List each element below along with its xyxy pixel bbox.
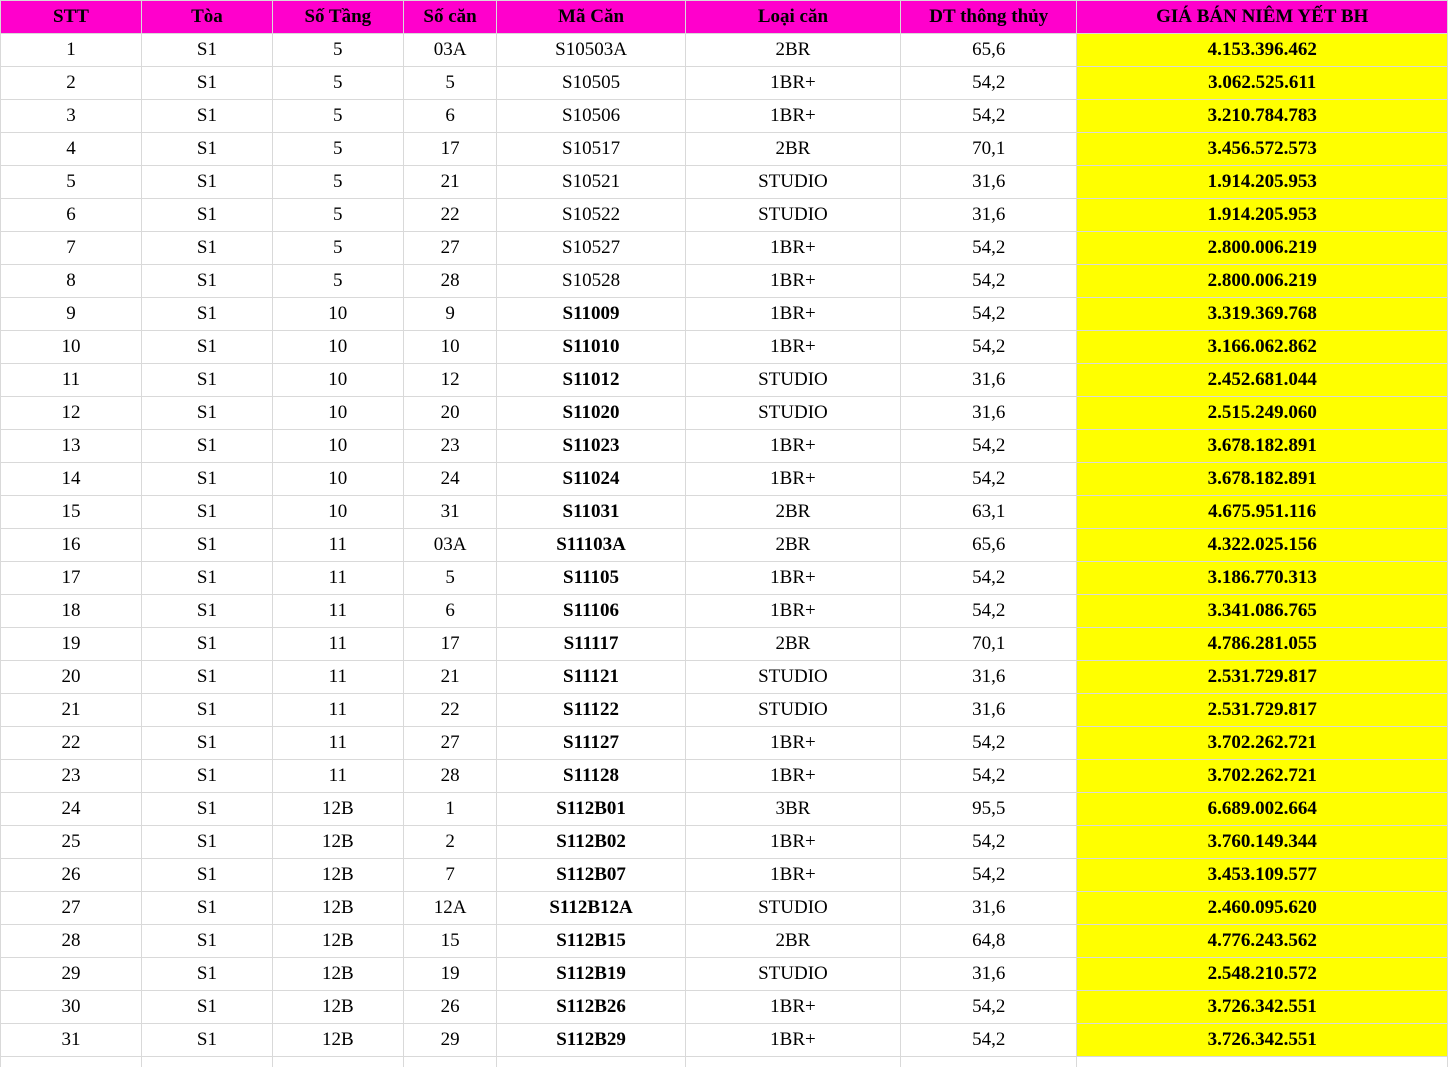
column-header-unit-number: Số căn [403,1,497,34]
cell-stt: 30 [1,991,142,1024]
cell-listed-price: 3.702.262.721 [1077,760,1448,793]
cell-unit-code: S10505 [497,67,685,100]
cell-unit-code: S11117 [497,628,685,661]
cell-unit-number: 27 [403,232,497,265]
cell-toa: S1 [141,661,272,694]
table-row [1,265,1448,298]
cell-listed-price: 4.322.025.156 [1077,529,1448,562]
cell-area: 54,2 [901,463,1077,496]
cell-unit-code: S11106 [497,595,685,628]
cell-stt: 9 [1,298,142,331]
cell-floor: 11 [272,694,403,727]
cell-stt: 16 [1,529,142,562]
cell-stt: 4 [1,133,142,166]
cell-stt: 24 [1,793,142,826]
cell-area: 63,1 [901,496,1077,529]
cell-toa: S1 [141,694,272,727]
cell-stt: 2 [1,67,142,100]
cell-floor: 10 [272,298,403,331]
cell-area: 31,6 [901,397,1077,430]
cell-toa: S1 [141,463,272,496]
cell-listed-price: 2.800.006.219 [1077,265,1448,298]
cell-unit-type: STUDIO [685,199,900,232]
cell-floor: 10 [272,397,403,430]
cell-toa: S1 [141,34,272,67]
cell-unit-type: 1BR+ [685,67,900,100]
cell-unit-type: STUDIO [685,364,900,397]
cell-unit-number: 28 [403,760,497,793]
cell-area: 54,2 [901,991,1077,1024]
column-header-unit-code: Mã Căn [497,1,685,34]
cell-toa: S1 [141,958,272,991]
table-row [1,232,1448,265]
column-header-floor: Số Tầng [272,1,403,34]
cell-unit-type: 1BR+ [685,298,900,331]
cell-unit-number: 22 [403,199,497,232]
cell-toa: S1 [141,232,272,265]
cell-unit-type: STUDIO [685,694,900,727]
cell-unit-type: 1BR+ [685,859,900,892]
cell-unit-number: 29 [403,1024,497,1057]
table-row [1,529,1448,562]
cell-listed-price: 2.452.681.044 [1077,364,1448,397]
table-row [1,100,1448,133]
cell-unit-number: 21 [403,661,497,694]
cell-unit-code: S10528 [497,265,685,298]
cell-unit-type: 1BR+ [685,595,900,628]
table-row-partial [1,1057,1448,1067]
cell-floor: 10 [272,364,403,397]
table-row [1,793,1448,826]
cell-empty [901,1057,1077,1067]
cell-area: 54,2 [901,232,1077,265]
cell-unit-type: 1BR+ [685,760,900,793]
table-row [1,331,1448,364]
table-row [1,67,1448,100]
cell-listed-price: 2.515.249.060 [1077,397,1448,430]
cell-unit-type: 2BR [685,496,900,529]
cell-unit-number: 6 [403,100,497,133]
table-row [1,496,1448,529]
table-row [1,1024,1448,1057]
cell-toa: S1 [141,793,272,826]
cell-unit-type: 1BR+ [685,727,900,760]
cell-unit-number: 27 [403,727,497,760]
table-row [1,133,1448,166]
cell-floor: 11 [272,595,403,628]
cell-stt: 18 [1,595,142,628]
cell-listed-price: 3.760.149.344 [1077,826,1448,859]
cell-stt: 27 [1,892,142,925]
table-row [1,694,1448,727]
cell-listed-price: 1.914.205.953 [1077,199,1448,232]
cell-toa: S1 [141,925,272,958]
cell-unit-type: 1BR+ [685,232,900,265]
column-header-toa: Tòa [141,1,272,34]
cell-unit-number: 12 [403,364,497,397]
column-header-listed-price: GIÁ BÁN NIÊM YẾT BH [1077,1,1448,34]
cell-stt: 15 [1,496,142,529]
cell-unit-type: 1BR+ [685,331,900,364]
cell-unit-code: S10517 [497,133,685,166]
cell-listed-price: 3.702.262.721 [1077,727,1448,760]
cell-floor: 5 [272,34,403,67]
cell-toa: S1 [141,364,272,397]
cell-unit-type: 1BR+ [685,463,900,496]
table-header-row [1,1,1448,34]
cell-empty [141,1057,272,1067]
cell-unit-type: 1BR+ [685,562,900,595]
cell-toa: S1 [141,595,272,628]
cell-unit-number: 03A [403,34,497,67]
cell-toa: S1 [141,628,272,661]
cell-unit-type: STUDIO [685,661,900,694]
cell-unit-number: 17 [403,628,497,661]
cell-stt: 1 [1,34,142,67]
cell-toa: S1 [141,430,272,463]
cell-unit-type: 2BR [685,628,900,661]
cell-unit-code: S11023 [497,430,685,463]
cell-empty [685,1057,900,1067]
cell-area: 54,2 [901,265,1077,298]
cell-stt: 7 [1,232,142,265]
cell-unit-number: 22 [403,694,497,727]
cell-unit-type: 3BR [685,793,900,826]
cell-area: 31,6 [901,958,1077,991]
cell-unit-code: S11128 [497,760,685,793]
cell-unit-number: 5 [403,562,497,595]
cell-unit-number: 31 [403,496,497,529]
cell-stt: 6 [1,199,142,232]
cell-floor: 12B [272,826,403,859]
cell-floor: 12B [272,991,403,1024]
cell-unit-code: S11024 [497,463,685,496]
cell-stt: 20 [1,661,142,694]
cell-unit-number: 9 [403,298,497,331]
cell-listed-price: 2.548.210.572 [1077,958,1448,991]
cell-floor: 12B [272,925,403,958]
cell-unit-code: S112B12A [497,892,685,925]
cell-listed-price: 3.341.086.765 [1077,595,1448,628]
cell-unit-type: 2BR [685,133,900,166]
cell-stt: 26 [1,859,142,892]
cell-unit-code: S10521 [497,166,685,199]
cell-unit-code: S112B15 [497,925,685,958]
cell-unit-type: STUDIO [685,958,900,991]
cell-unit-type: 1BR+ [685,430,900,463]
cell-unit-number: 19 [403,958,497,991]
cell-floor: 5 [272,67,403,100]
cell-area: 54,2 [901,760,1077,793]
cell-toa: S1 [141,859,272,892]
table-row [1,628,1448,661]
table-body [1,34,1448,1067]
table-row [1,859,1448,892]
cell-unit-code: S11103A [497,529,685,562]
cell-listed-price: 2.531.729.817 [1077,661,1448,694]
cell-listed-price: 3.319.369.768 [1077,298,1448,331]
cell-toa: S1 [141,265,272,298]
cell-listed-price: 4.675.951.116 [1077,496,1448,529]
cell-unit-code: S10522 [497,199,685,232]
cell-floor: 11 [272,562,403,595]
cell-floor: 11 [272,661,403,694]
cell-stt: 11 [1,364,142,397]
cell-stt: 10 [1,331,142,364]
cell-unit-number: 10 [403,331,497,364]
cell-area: 31,6 [901,199,1077,232]
cell-area: 54,2 [901,430,1077,463]
cell-unit-code: S11009 [497,298,685,331]
cell-area: 54,2 [901,67,1077,100]
cell-area: 65,6 [901,529,1077,562]
table-row [1,826,1448,859]
cell-unit-type: 1BR+ [685,1024,900,1057]
cell-unit-number: 7 [403,859,497,892]
cell-listed-price: 2.531.729.817 [1077,694,1448,727]
cell-floor: 12B [272,793,403,826]
cell-area: 31,6 [901,892,1077,925]
cell-area: 54,2 [901,826,1077,859]
cell-toa: S1 [141,397,272,430]
cell-unit-code: S11012 [497,364,685,397]
cell-unit-code: S112B02 [497,826,685,859]
cell-empty [1077,1057,1448,1067]
cell-floor: 5 [272,265,403,298]
cell-stt: 25 [1,826,142,859]
cell-listed-price: 3.062.525.611 [1077,67,1448,100]
cell-unit-type: STUDIO [685,397,900,430]
cell-floor: 5 [272,199,403,232]
cell-toa: S1 [141,199,272,232]
cell-unit-code: S11020 [497,397,685,430]
column-header-stt: STT [1,1,142,34]
cell-unit-type: STUDIO [685,892,900,925]
cell-toa: S1 [141,727,272,760]
cell-unit-type: 2BR [685,925,900,958]
table-row [1,958,1448,991]
cell-listed-price: 3.186.770.313 [1077,562,1448,595]
cell-toa: S1 [141,826,272,859]
cell-floor: 10 [272,463,403,496]
cell-listed-price: 4.153.396.462 [1077,34,1448,67]
cell-empty [272,1057,403,1067]
cell-unit-number: 20 [403,397,497,430]
cell-unit-code: S112B01 [497,793,685,826]
cell-area: 31,6 [901,364,1077,397]
cell-listed-price: 3.210.784.783 [1077,100,1448,133]
cell-empty [1,1057,142,1067]
cell-unit-number: 21 [403,166,497,199]
cell-area: 95,5 [901,793,1077,826]
cell-listed-price: 4.776.243.562 [1077,925,1448,958]
cell-toa: S1 [141,166,272,199]
cell-toa: S1 [141,331,272,364]
cell-stt: 12 [1,397,142,430]
cell-unit-type: 1BR+ [685,826,900,859]
cell-area: 54,2 [901,859,1077,892]
cell-listed-price: 2.800.006.219 [1077,232,1448,265]
cell-listed-price: 2.460.095.620 [1077,892,1448,925]
cell-floor: 5 [272,100,403,133]
cell-unit-code: S11010 [497,331,685,364]
cell-unit-code: S11127 [497,727,685,760]
cell-unit-number: 1 [403,793,497,826]
cell-unit-type: 1BR+ [685,991,900,1024]
cell-listed-price: 3.453.109.577 [1077,859,1448,892]
column-header-area: DT thông thủy [901,1,1077,34]
cell-unit-code: S11121 [497,661,685,694]
table-row [1,364,1448,397]
cell-unit-type: 1BR+ [685,100,900,133]
cell-toa: S1 [141,991,272,1024]
cell-unit-code: S10527 [497,232,685,265]
table-row [1,166,1448,199]
cell-unit-number: 5 [403,67,497,100]
table-row [1,760,1448,793]
cell-stt: 8 [1,265,142,298]
cell-stt: 29 [1,958,142,991]
cell-floor: 11 [272,529,403,562]
cell-unit-number: 03A [403,529,497,562]
cell-listed-price: 1.914.205.953 [1077,166,1448,199]
cell-toa: S1 [141,298,272,331]
cell-listed-price: 3.678.182.891 [1077,430,1448,463]
cell-floor: 12B [272,1024,403,1057]
cell-area: 70,1 [901,628,1077,661]
cell-floor: 5 [272,232,403,265]
cell-floor: 11 [272,727,403,760]
cell-area: 31,6 [901,694,1077,727]
cell-toa: S1 [141,760,272,793]
cell-stt: 22 [1,727,142,760]
cell-unit-code: S11122 [497,694,685,727]
table-row [1,991,1448,1024]
cell-unit-code: S112B26 [497,991,685,1024]
cell-listed-price: 4.786.281.055 [1077,628,1448,661]
cell-floor: 10 [272,430,403,463]
cell-toa: S1 [141,529,272,562]
cell-floor: 12B [272,958,403,991]
cell-unit-type: STUDIO [685,166,900,199]
cell-toa: S1 [141,562,272,595]
table-row [1,562,1448,595]
cell-area: 70,1 [901,133,1077,166]
cell-unit-number: 26 [403,991,497,1024]
cell-unit-code: S11031 [497,496,685,529]
cell-listed-price: 6.689.002.664 [1077,793,1448,826]
cell-toa: S1 [141,1024,272,1057]
cell-stt: 21 [1,694,142,727]
cell-unit-type: 2BR [685,529,900,562]
cell-empty [497,1057,685,1067]
cell-area: 65,6 [901,34,1077,67]
cell-floor: 5 [272,133,403,166]
cell-floor: 10 [272,496,403,529]
cell-floor: 12B [272,892,403,925]
cell-unit-code: S112B19 [497,958,685,991]
column-header-unit-type: Loại căn [685,1,900,34]
cell-stt: 3 [1,100,142,133]
cell-unit-number: 23 [403,430,497,463]
cell-floor: 10 [272,331,403,364]
cell-stt: 17 [1,562,142,595]
cell-listed-price: 3.678.182.891 [1077,463,1448,496]
cell-toa: S1 [141,892,272,925]
cell-toa: S1 [141,496,272,529]
table-row [1,892,1448,925]
cell-stt: 28 [1,925,142,958]
table-row [1,430,1448,463]
cell-listed-price: 3.456.572.573 [1077,133,1448,166]
cell-area: 54,2 [901,562,1077,595]
cell-area: 31,6 [901,166,1077,199]
cell-unit-code: S10506 [497,100,685,133]
cell-unit-number: 15 [403,925,497,958]
table-row [1,595,1448,628]
cell-unit-code: S10503A [497,34,685,67]
cell-unit-code: S112B29 [497,1024,685,1057]
cell-unit-number: 24 [403,463,497,496]
cell-unit-code: S112B07 [497,859,685,892]
table-row [1,34,1448,67]
cell-floor: 5 [272,166,403,199]
cell-stt: 31 [1,1024,142,1057]
cell-area: 54,2 [901,100,1077,133]
cell-stt: 13 [1,430,142,463]
cell-stt: 19 [1,628,142,661]
cell-unit-number: 6 [403,595,497,628]
cell-listed-price: 3.726.342.551 [1077,1024,1448,1057]
cell-stt: 5 [1,166,142,199]
cell-toa: S1 [141,133,272,166]
cell-area: 31,6 [901,661,1077,694]
cell-area: 54,2 [901,331,1077,364]
table-row [1,199,1448,232]
cell-area: 54,2 [901,298,1077,331]
cell-floor: 12B [272,859,403,892]
cell-floor: 11 [272,628,403,661]
cell-unit-type: 1BR+ [685,265,900,298]
cell-area: 54,2 [901,727,1077,760]
cell-unit-number: 12A [403,892,497,925]
table-row [1,463,1448,496]
cell-stt: 23 [1,760,142,793]
cell-listed-price: 3.166.062.862 [1077,331,1448,364]
cell-unit-number: 2 [403,826,497,859]
table-row [1,661,1448,694]
cell-stt: 14 [1,463,142,496]
table-row [1,298,1448,331]
cell-empty [403,1057,497,1067]
cell-unit-number: 17 [403,133,497,166]
cell-unit-number: 28 [403,265,497,298]
cell-area: 54,2 [901,1024,1077,1057]
cell-area: 64,8 [901,925,1077,958]
cell-unit-type: 2BR [685,34,900,67]
table-row [1,397,1448,430]
cell-unit-code: S11105 [497,562,685,595]
cell-floor: 11 [272,760,403,793]
cell-toa: S1 [141,100,272,133]
table-row [1,925,1448,958]
cell-toa: S1 [141,67,272,100]
cell-listed-price: 3.726.342.551 [1077,991,1448,1024]
table-row [1,727,1448,760]
cell-area: 54,2 [901,595,1077,628]
